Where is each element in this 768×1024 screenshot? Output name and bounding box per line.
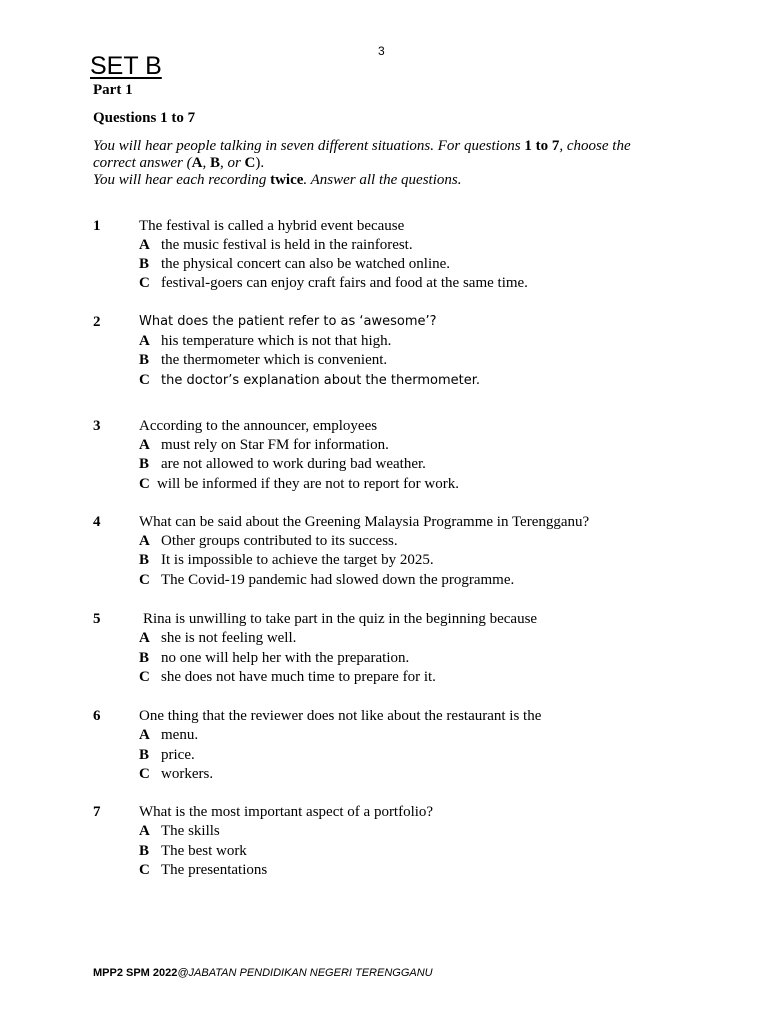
- instructions-text: . Answer all the questions.: [303, 172, 462, 188]
- option-text: the music festival is held in the rainforest.: [161, 237, 413, 253]
- option-letter: C: [139, 572, 150, 588]
- question-stem: What is the most important aspect of a portfolio?: [139, 804, 434, 820]
- instructions-emphasis: A: [191, 155, 203, 171]
- instructions-line-2: [93, 155, 683, 172]
- footer-exam-code: MPP2 SPM 2022: [93, 967, 178, 979]
- option-letter: B: [139, 256, 150, 272]
- question-number: 5: [93, 611, 101, 627]
- option-b: [139, 747, 195, 764]
- question-stem: What can be said about the Greening Malaysia Programme in Terengganu?: [139, 514, 590, 530]
- option-letter: C: [139, 669, 150, 685]
- option-letter: C: [139, 275, 150, 291]
- instructions-text: You will hear people talking in seven different situations. For questions: [93, 138, 525, 154]
- option-letter: B: [139, 650, 150, 666]
- option-text: The presentations: [161, 862, 268, 878]
- option-c: [139, 476, 459, 493]
- option-text: price.: [161, 747, 195, 763]
- option-text: The best work: [161, 843, 247, 859]
- instructions-line-3: [93, 172, 683, 189]
- option-b: [139, 843, 247, 860]
- option-text: must rely on Star FM for information.: [161, 437, 389, 453]
- option-text: she is not feeling well.: [161, 630, 297, 646]
- option-letter: A: [139, 823, 150, 839]
- option-letter: B: [139, 456, 150, 472]
- option-text: no one will help her with the preparation.: [161, 650, 410, 666]
- questions-range-heading: Questions 1 to 7: [93, 110, 196, 126]
- instructions-text: , choose the: [559, 138, 631, 154]
- option-c: [139, 862, 267, 879]
- question-stem: According to the announcer, employees: [139, 418, 378, 434]
- part-title: Part 1: [93, 82, 133, 98]
- option-c: [139, 372, 480, 389]
- option-c: [139, 669, 436, 686]
- option-a: [139, 437, 389, 454]
- option-text: workers.: [161, 766, 214, 782]
- page-number: 3: [378, 44, 385, 58]
- option-letter: A: [139, 237, 150, 253]
- question-stem: One thing that the reviewer does not like about the restaurant is the: [139, 708, 542, 724]
- option-text: The skills: [161, 823, 220, 839]
- option-letter: A: [139, 727, 150, 743]
- page-footer: [93, 967, 433, 979]
- option-letter: B: [139, 843, 150, 859]
- question-stem: Rina is unwilling to take part in the quiz in the beginning because: [143, 611, 538, 627]
- option-letter: B: [139, 352, 150, 368]
- option-letter: C: [139, 476, 150, 492]
- option-b: [139, 456, 426, 473]
- option-letter: B: [139, 552, 150, 568]
- option-b: [139, 552, 434, 569]
- option-letter: A: [139, 333, 150, 349]
- option-letter: C: [139, 766, 150, 782]
- option-letter: A: [139, 533, 150, 549]
- option-text: It is impossible to achieve the target by 2025.: [161, 552, 434, 568]
- instructions-text: , or: [219, 155, 245, 171]
- option-text: she does not have much time to prepare for it.: [161, 669, 436, 685]
- instructions-emphasis: twice: [270, 172, 304, 188]
- option-b: [139, 352, 387, 369]
- question-stem: The festival is called a hybrid event because: [139, 218, 405, 234]
- instructions-text: You will hear each recording: [93, 172, 271, 188]
- footer-publisher: @JABATAN PENDIDIKAN NEGERI TERENGGANU: [177, 967, 433, 979]
- option-b: [139, 256, 450, 273]
- question-number: 6: [93, 708, 101, 724]
- option-letter: A: [139, 437, 150, 453]
- option-a: [139, 823, 220, 840]
- instructions-emphasis: 1 to 7: [524, 138, 560, 154]
- option-c: [139, 572, 514, 589]
- option-letter: C: [139, 862, 150, 878]
- option-letter: B: [139, 747, 150, 763]
- option-c: [139, 275, 528, 292]
- option-text: the thermometer which is convenient.: [161, 352, 388, 368]
- option-text: Other groups contributed to its success.: [161, 533, 398, 549]
- question-number: 2: [93, 314, 101, 330]
- set-title: SET B: [90, 52, 162, 80]
- instructions-line-1: [93, 138, 683, 155]
- instructions-text: correct answer (: [93, 155, 192, 171]
- question-number: 3: [93, 418, 101, 434]
- option-text: The Covid-19 pandemic had slowed down the programme.: [161, 572, 515, 588]
- question-number: 7: [93, 804, 101, 820]
- option-letter: C: [139, 372, 150, 388]
- option-a: [139, 533, 398, 550]
- question-number: 4: [93, 514, 101, 530]
- option-text: are not allowed to work during bad weather.: [161, 456, 426, 472]
- option-a: [139, 237, 413, 254]
- instructions: [93, 138, 683, 189]
- question-stem: What does the patient refer to as ‘awesome’?: [139, 314, 437, 329]
- instructions-text: ,: [202, 155, 210, 171]
- instructions-emphasis: C: [244, 155, 256, 171]
- instructions-text: ).: [255, 155, 265, 171]
- option-text: his temperature which is not that high.: [161, 333, 392, 349]
- question-number: 1: [93, 218, 101, 234]
- option-c: [139, 766, 213, 783]
- option-a: [139, 727, 198, 744]
- option-text: menu.: [161, 727, 199, 743]
- option-text: the doctor’s explanation about the thermometer.: [161, 373, 481, 388]
- option-letter: A: [139, 630, 150, 646]
- option-a: [139, 333, 391, 350]
- instructions-emphasis: B: [209, 155, 220, 171]
- option-text: will be informed if they are not to report for work.: [157, 476, 459, 492]
- option-text: festival-goers can enjoy craft fairs and food at the same time.: [161, 275, 528, 291]
- option-text: the physical concert can also be watched online.: [161, 256, 451, 272]
- option-b: [139, 650, 409, 667]
- option-a: [139, 630, 296, 647]
